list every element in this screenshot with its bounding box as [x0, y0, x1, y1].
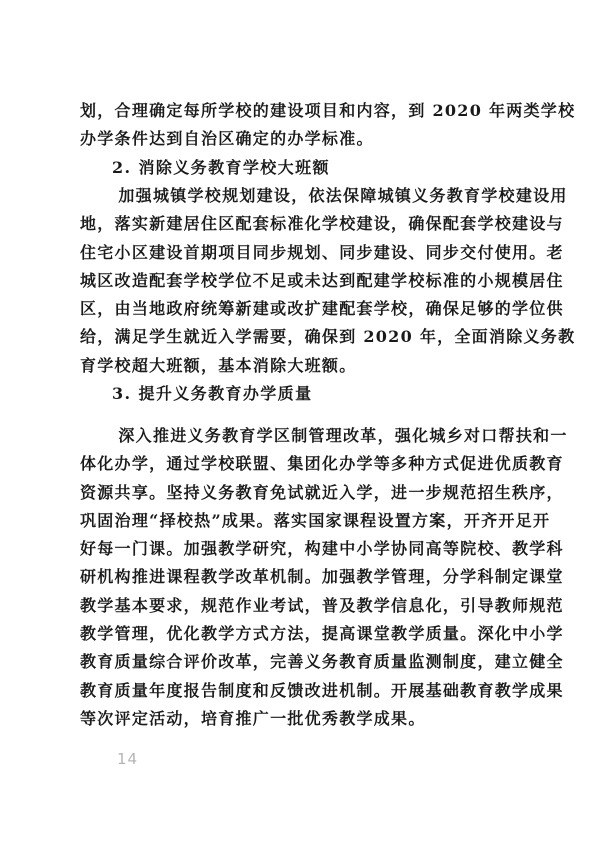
section-heading: 2. 消除义务教育学校大班额	[112, 157, 330, 177]
paragraph-line: 教育质量综合评价改革，完善义务教育质量监测制度，建立健全	[80, 652, 564, 672]
paragraph-line: 资源共享。坚持义务教育免试就近入学，进一步规范招生秩序，	[80, 482, 564, 502]
paragraph-line: 划，合理确定每所学校的建设项目和内容，到 2020 年两类学校	[80, 101, 576, 120]
paragraph-line: 好每一门课。加强教学研究，构建中小学协同高等院校、教学科	[80, 539, 564, 559]
paragraph-line: 深入推进义务教育学区制管理改革，强化城乡对口帮扶和一	[118, 426, 568, 445]
paragraph-line: 教学管理，优化教学方式方法，提高课堂教学质量。深化中小学	[80, 624, 564, 644]
section-2-paragraph	[80, 182, 576, 408]
paragraph-line: 城区改造配套学校学位不足或未达到配建学校标准的小规模居住	[80, 270, 564, 290]
intro-paragraph	[80, 97, 576, 182]
paragraph-line: 等次评定活动，培育推广一批优秀教学成果。	[80, 708, 426, 728]
paragraph-line: 给，满足学生就近入学需要，确保到 2020 年，全面消除义务教	[80, 327, 576, 347]
paragraph-line: 教学基本要求，规范作业考试，普及教学信息化，引导教师规范	[80, 595, 564, 615]
page-number: 14	[117, 750, 139, 768]
paragraph-line: 育学校超大班额，基本消除大班额。	[80, 355, 357, 375]
paragraph-line: 区，由当地政府统筹新建或改扩建配套学校，确保足够的学位供	[80, 299, 564, 319]
paragraph-line: 住宅小区建设首期项目同步规划、同步建设、同步交付使用。老	[80, 242, 564, 262]
paragraph-line: 体化办学，通过学校联盟、集团化办学等多种方式促进优质教育	[80, 454, 564, 474]
paragraph-line: 加强城镇学校规划建设，依法保障城镇义务教育学校建设用	[118, 186, 568, 205]
paragraph-line: 地，落实新建居住区配套标准化学校建设，确保配套学校建设与	[80, 214, 564, 234]
paragraph-line: 办学条件达到自治区确定的办学标准。	[80, 129, 374, 149]
section-3-paragraph	[80, 422, 568, 733]
section-heading: 3. 提升义务教育办学质量	[112, 384, 313, 404]
paragraph-line: 巩固治理“择校热”成果。落实国家课程设置方案，开齐开足开	[80, 510, 551, 530]
paragraph-line: 教育质量年度报告制度和反馈改进机制。开展基础教育教学成果	[80, 680, 564, 700]
paragraph-line: 研机构推进课程教学改革机制。加强教学管理，分学科制定课堂	[80, 567, 564, 587]
